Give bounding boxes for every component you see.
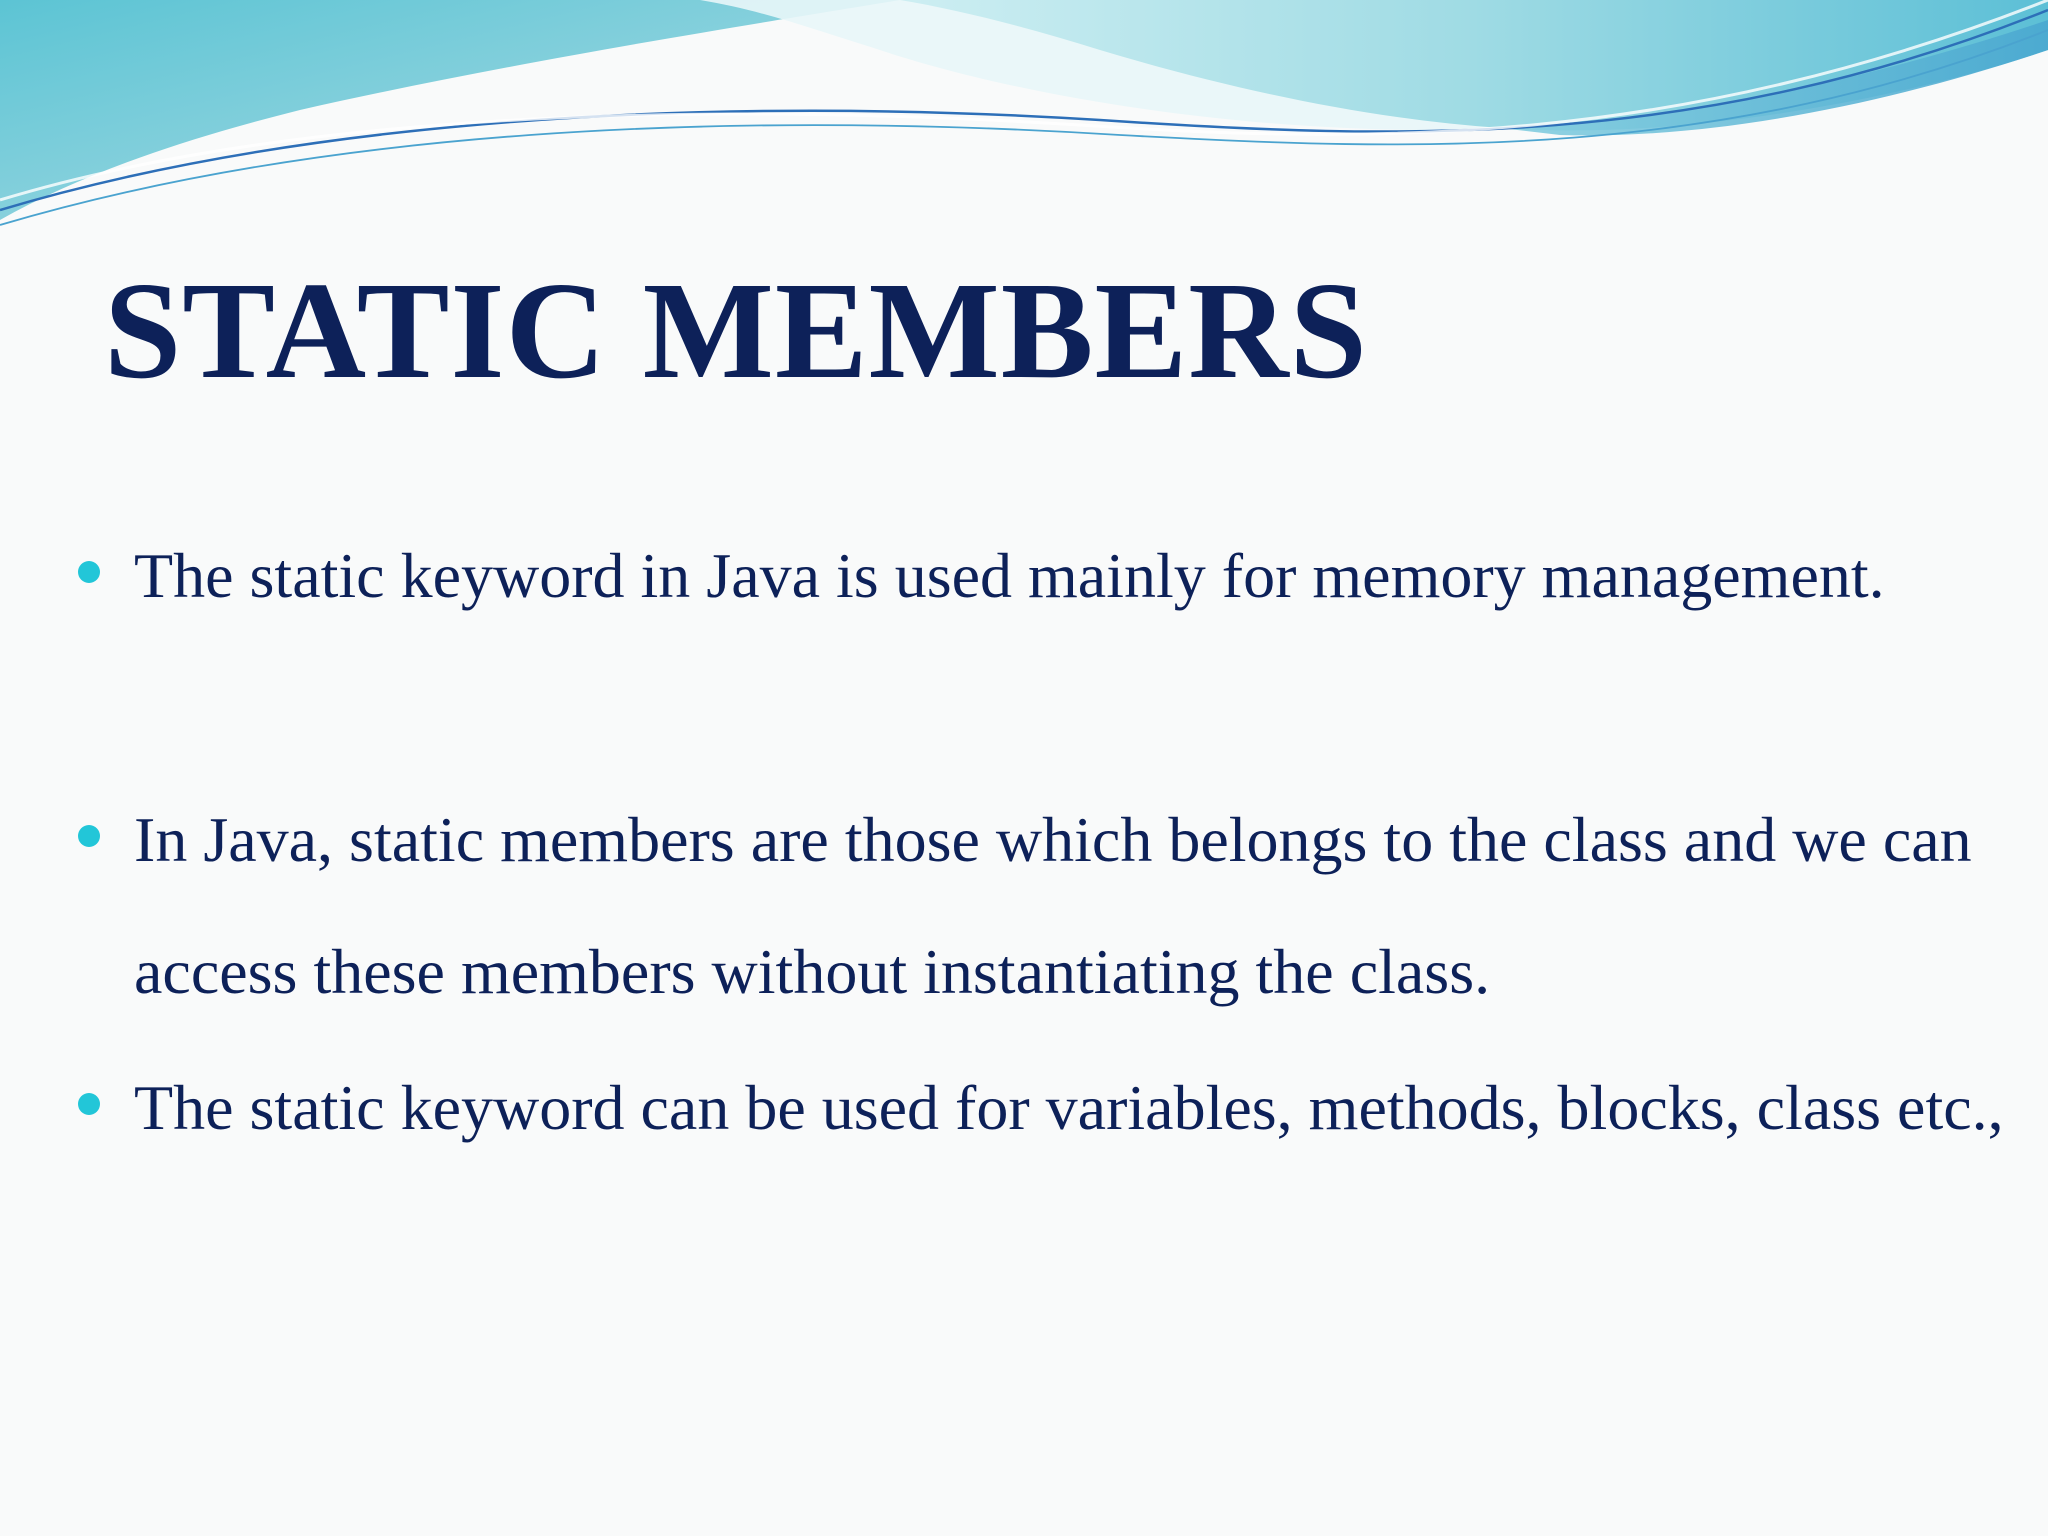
bullet-dot-icon <box>78 825 100 847</box>
bullet-dot-icon <box>78 561 100 583</box>
bullet-text: The static keyword in Java is used mainly for memory management. <box>134 540 1885 611</box>
slide-title: STATIC MEMBERS <box>104 254 1368 408</box>
bullet-dot-icon <box>78 1093 100 1115</box>
bullet-text: In Java, static members are those which belongs to the class and we can access these members without instantiating the class. <box>134 804 1972 1007</box>
bullet-text: The static keyword can be used for variables, methods, blocks, class etc., <box>134 1072 2004 1143</box>
